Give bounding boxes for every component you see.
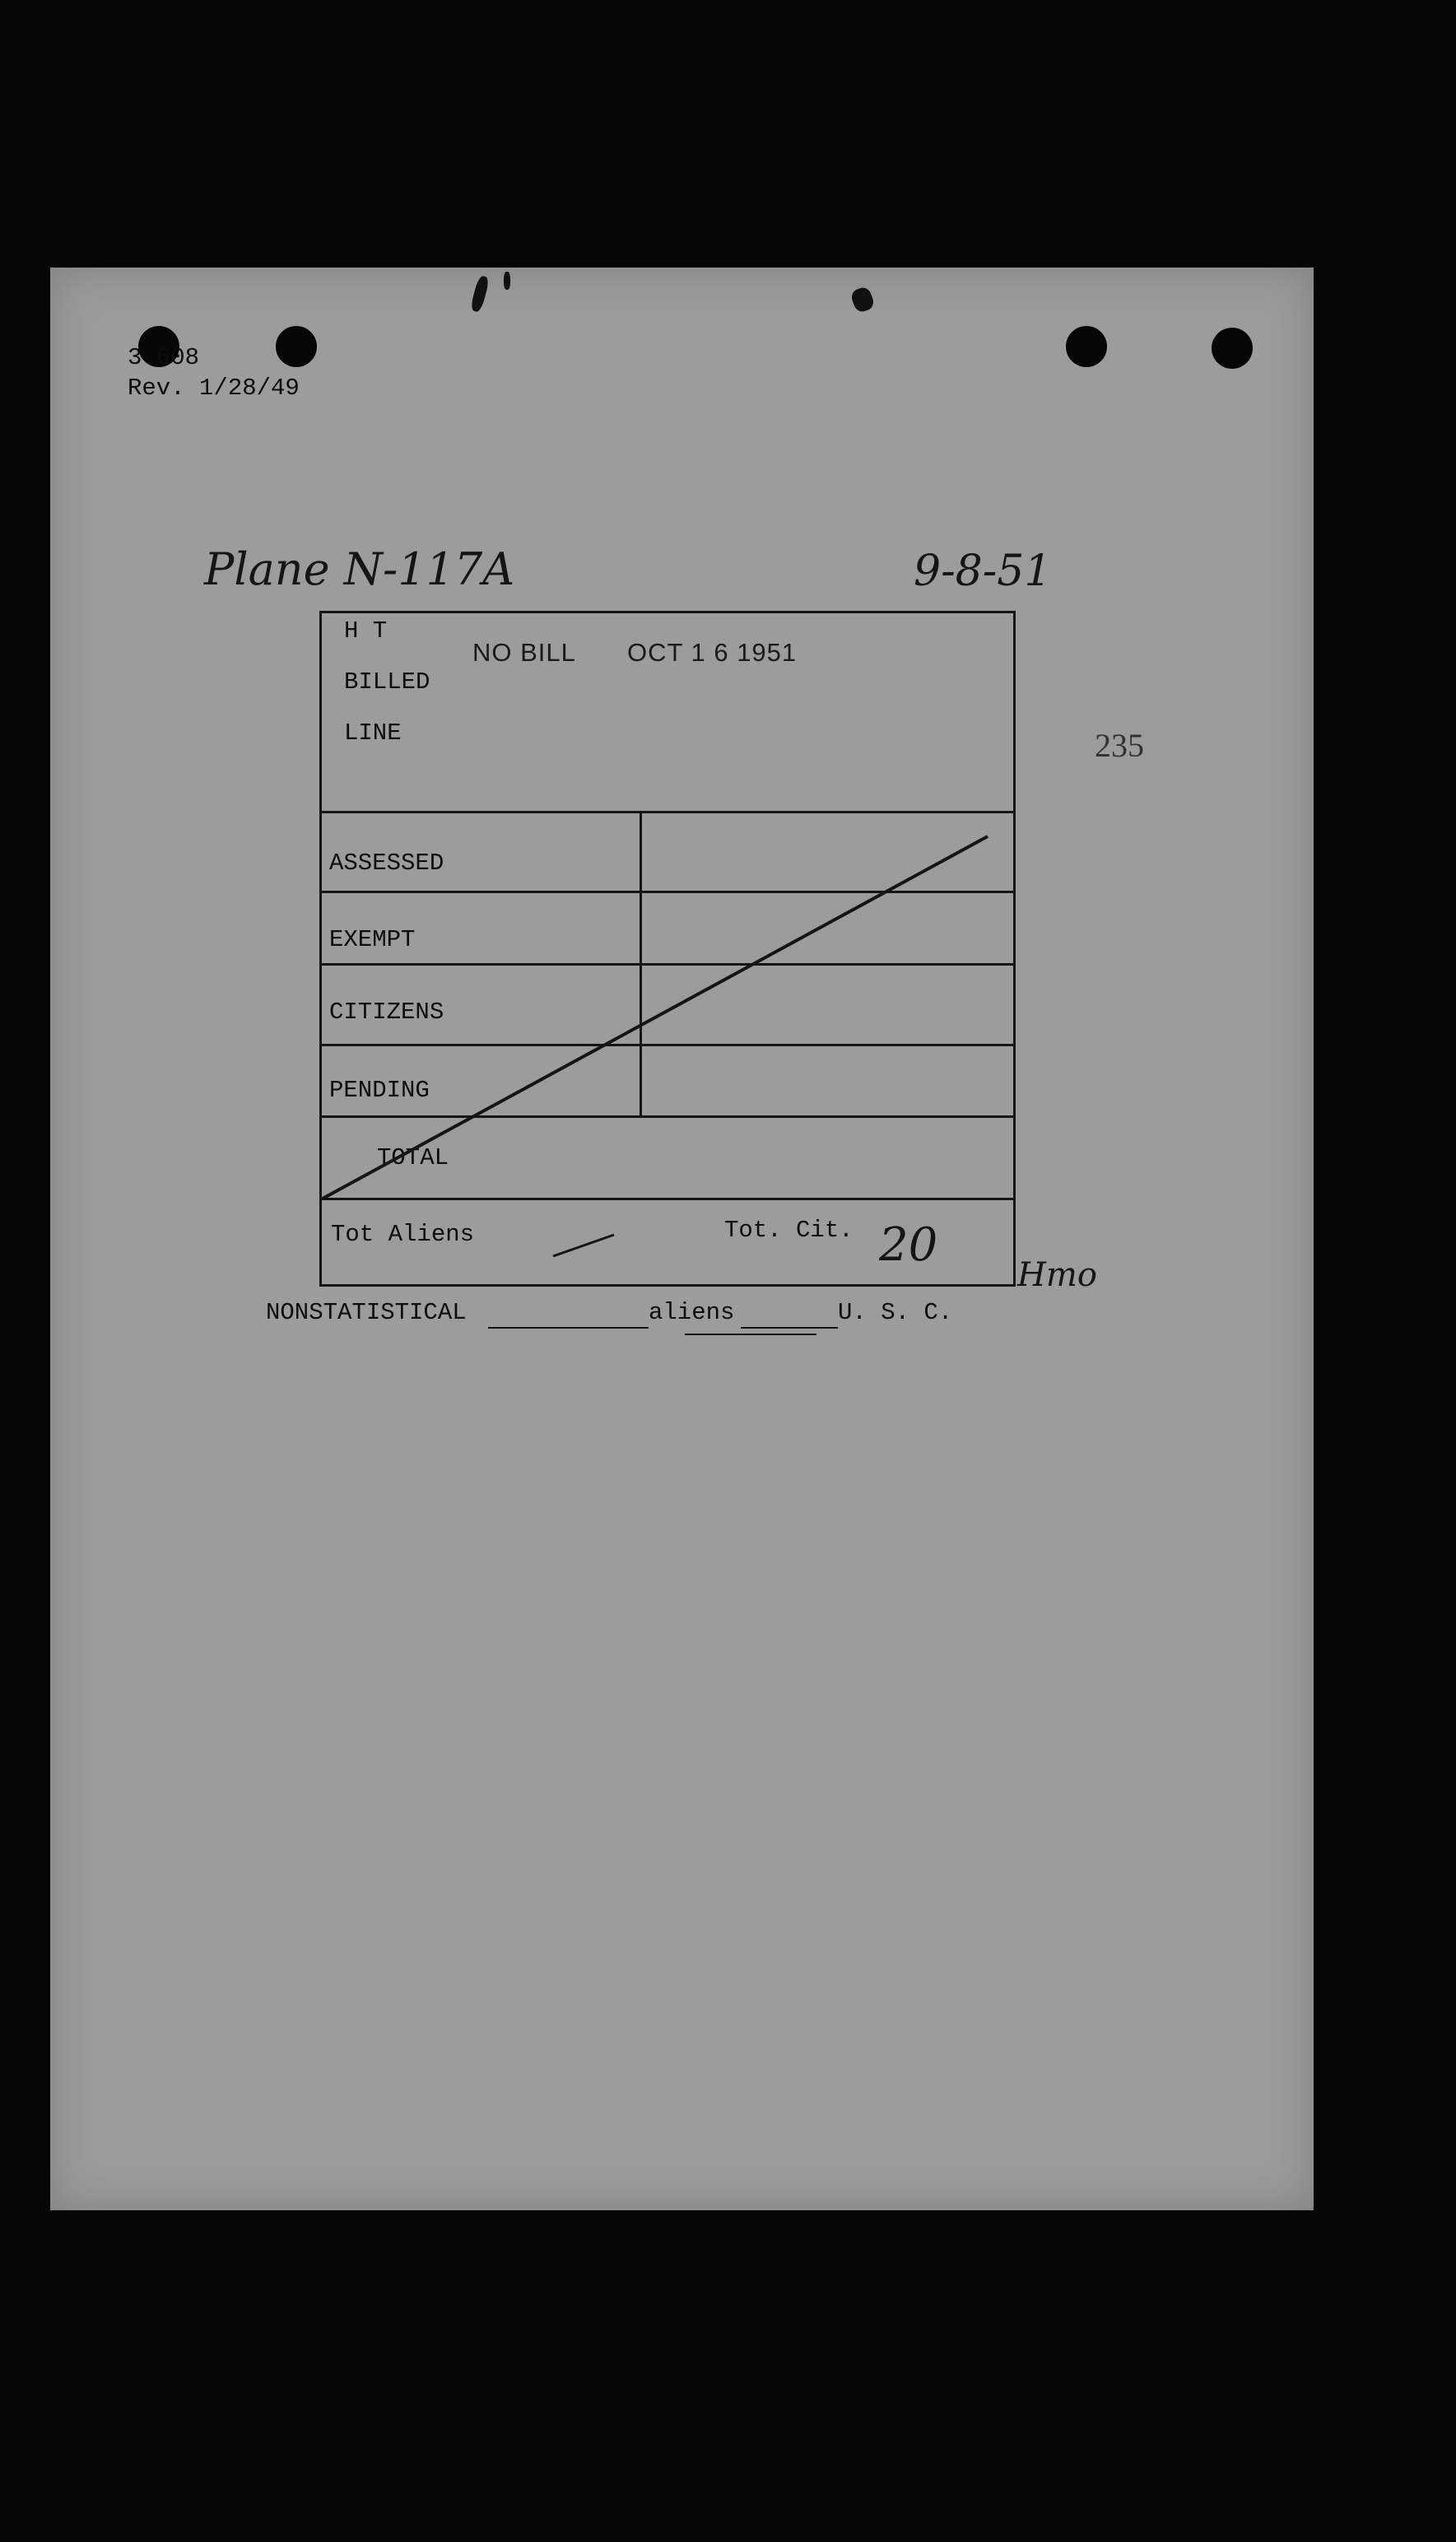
usc-blank [741,1327,838,1329]
label-billed: BILLED [344,668,430,696]
tot-aliens-label: Tot Aliens [331,1221,475,1248]
header-date: 9-8-51 [914,547,1052,596]
row-total: TOTAL [377,1144,449,1171]
page-number: 235 [1095,727,1144,764]
form-revision: Rev. 1/28/49 [128,375,300,402]
usc-label: U. S. C. [838,1299,953,1326]
nonstatistical-blank [488,1327,649,1329]
label-ht: H T [344,617,388,645]
aliens-blank [685,1334,816,1335]
form-number: 3-608 [128,344,200,371]
tot-cit-label: Tot. Cit. [724,1217,854,1244]
plane-label: Plane N-117A [204,543,515,595]
cancel-strike-line [323,836,988,1199]
row-assessed: ASSESSED [329,850,444,877]
row-exempt: EXEMPT [329,926,416,953]
initials: Hmo [1017,1256,1097,1294]
date-stamp: OCT 1 6 1951 [627,638,798,667]
nonstatistical-label: NONSTATISTICAL [266,1299,467,1326]
row-pending: PENDING [329,1077,430,1104]
no-bill-stamp: NO BILL [472,638,576,667]
tot-cit-value: 20 [879,1218,938,1272]
row-citizens: CITIZENS [329,999,444,1026]
tot-aliens-dash [553,1235,614,1256]
aliens-label: aliens [649,1299,735,1326]
label-line: LINE [344,719,402,747]
